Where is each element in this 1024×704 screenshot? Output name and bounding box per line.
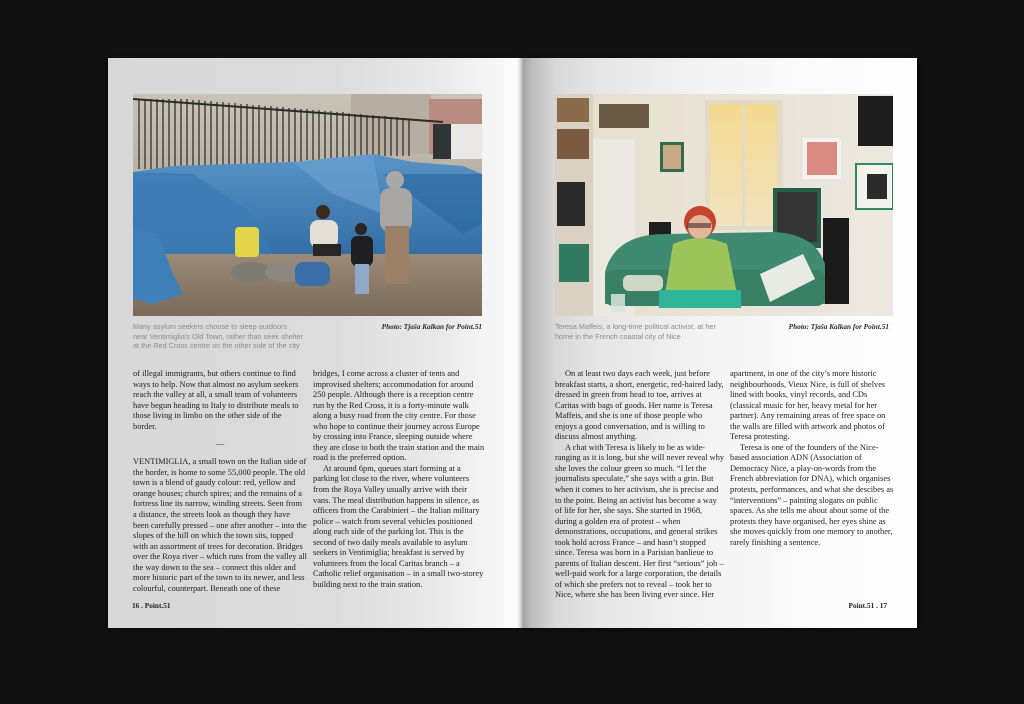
body-paragraph: apartment, in one of the city’s more historic neighbourhoods, Vieux Nice, is full of shelves lined with books, vinyl records, and CDs (classical music for her, heavy metal for her partner). Any remaining areas of free space on the walls are filled with artwork and photos of Teresa protesting. [730,369,886,442]
caption-line: Teresa Maffeis, a long-time political activist, at her [555,322,716,331]
caption-line: near Ventimiglia's Old Town, rather than seek shelter [133,331,303,341]
caption-line: Many asylum seekers choose to sleep outdoors [133,322,288,331]
article-column-2 [730,369,896,548]
photo-caption [133,322,373,351]
article-column-1 [133,369,307,594]
body-paragraph: of illegal immigrants, but others continue to find ways to help. Now that almost no asylum seekers reach the valley at all, a small team of volunteers have begun heading to Italy to distribute meals to those living in limbo on the other side of the border. [133,369,299,431]
portrait-photo-art [555,94,893,316]
book-spine-gutter [516,58,524,628]
page-number-left: 16 . Point.51 [132,601,171,610]
section-divider: — [215,439,225,449]
caption-line: home in the French coastal city of Nice [555,331,681,341]
body-paragraph: bridges, I come across a cluster of tents and improvised shelters; accommodation for around 250 people. Although there is a reception centre run by the Red Cross, it is a forty-minute walk along a busy road from the city centre. For those who hope to continue their journey across Europe by crossing into France, sleeping outside where they are close to both the train station and the main road is the preferred option. [313,369,485,463]
body-paragraph: At around 6pm, queues start forming at a parking lot close to the river, where volunteers from the Roya Valley usually arrive with their vans. The meal distribution happens in silence, as officers from the Carabinieri – the Italian military police – watch from several vehicles positioned along each side of the parking lot. This is the second of two daily meals available to asylum seekers in Ventimiglia; breakfast is served by volunteers from the local Caritas branch – a Catholic relief organisation – in a small two-storey building next to the train station. [313,463,484,589]
encampment-photo-art [133,94,482,316]
photo-credit: Photo: Tjaša Kalkan for Point.51 [788,322,889,331]
body-paragraph: VENTIMIGLIA, a small town on the Italian side of the border, is home to some 55,000 people. The old town is a blend of gaudy colour: red, yellow and orange houses; church spires; and the remains of a fortress line its narrow, winding streets. Seen from a distance, the streets look as though they have been carefully pressed – one after another – into the slopes of the hill on which the town sits, topped with an assortment of trees for decoration. Bridges over the Roya river – which runs from the valley all the way down to the sea – connect this older and more historic part of the town to its newer, and less colourful, counterpart. Beneath one of these [133,457,307,593]
body-paragraph: On at least two days each week, just before breakfast starts, a short, energetic, red-haired lady, dressed in green from head to toe, arrives at Caritas with bags of goods. Her name is Teresa Maffeis, and she is one of those people who enjoys a good conversation, and is willing to discuss almost anything. [555,369,724,442]
article-column-2 [313,369,485,590]
portrait-photo [555,94,893,316]
caption-line: at the Red Cross centre on the other side of the city [133,341,300,351]
encampment-photo [133,94,482,316]
page-number-right: Point.51 . 17 [848,601,887,610]
photo-credit: Photo: Tjaša Kalkan for Point.51 [381,322,482,331]
body-paragraph: Teresa is one of the founders of the Nice-based association ADN (Association of Democracy Nice, a play-on-words from the French abbreviation for DNA), which organises protests, performances, and what she descibes as “interventions” – painting slogans on public spaces. As she tells me about about some of the protests they have organised, her eyes shine as she moves quickly from one memory to another, rarely finishing a sentence. [730,442,894,547]
photo-caption [555,322,775,341]
right-page [520,58,917,628]
body-paragraph: A chat with Teresa is likely to be as wide-ranging as it is long, but she will never reveal why she loves the colour green so much. “I let the journalists speculate,” she says with a grin. But when it comes to her activism, she is precise and to the point. Being an activist has become a way of life for her, she says. She started in 1968, during a golden era of protest – when demonstrations, occupations, and general strikes took hold across France – and hasn’t stopped since. Teresa was born in a Parisian banlieue to parents of Italian descent. Her first “serious” job – well-paid work for a large corporation, the details of which she prefers not to reveal – took her to Nice, where she has been living ever since. Her [555,442,725,600]
article-column-1 [555,369,725,601]
left-page [108,58,520,628]
